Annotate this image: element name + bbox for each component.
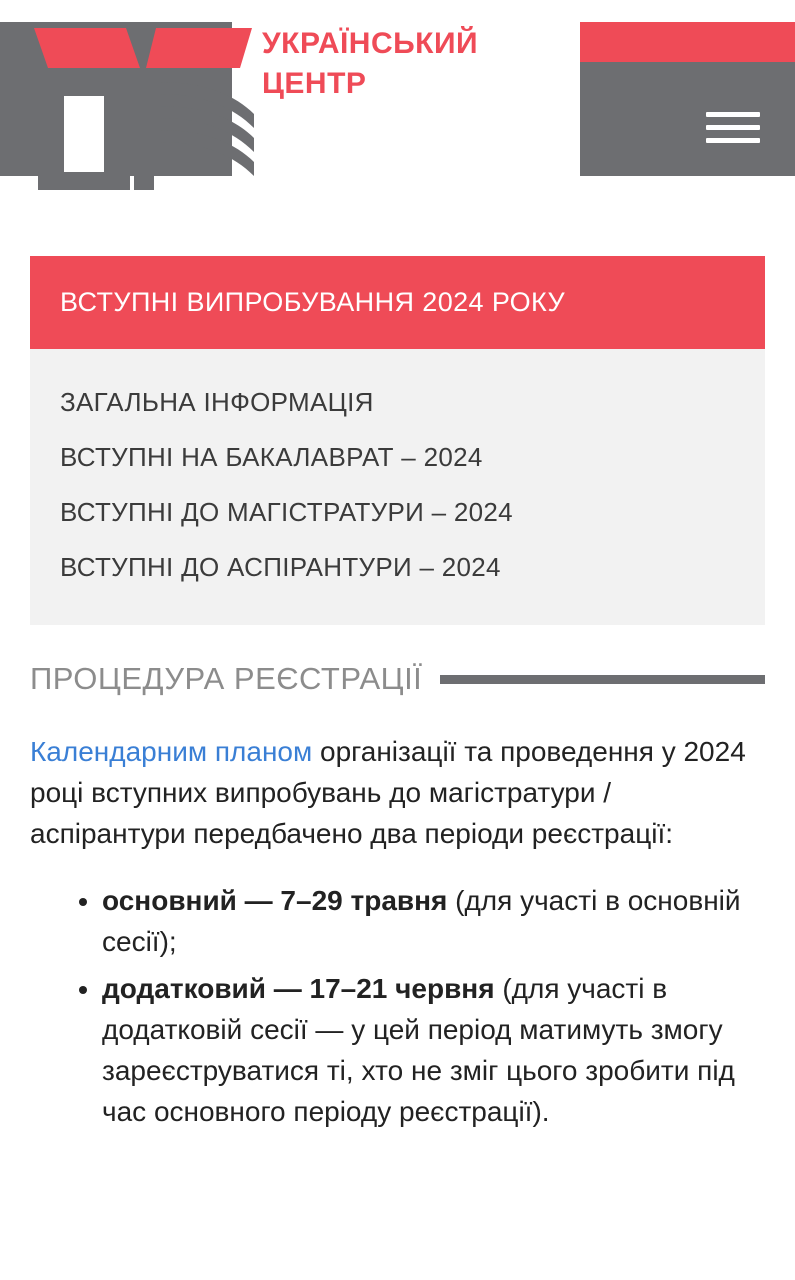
brand-name xyxy=(262,24,582,184)
header-red-band-right xyxy=(580,22,795,62)
site-header xyxy=(0,0,795,196)
nav-item-general-info[interactable]: ЗАГАЛЬНА ІНФОРМАЦІЯ xyxy=(60,387,374,417)
intro-paragraph xyxy=(30,731,765,854)
section-heading-label: ПРОЦЕДУРА РЕЄСТРАЦІЇ xyxy=(30,661,423,696)
section-heading xyxy=(30,661,765,697)
period-main-note: (для участі в основній сесії); xyxy=(102,885,741,957)
brand-line-4: ЯКОСТІ ОСВІТИ xyxy=(262,147,503,180)
nav-card-title[interactable]: ВСТУПНІ ВИПРОБУВАННЯ 2024 РОКУ xyxy=(30,256,765,349)
brand-line-1: УКРАЇНСЬКИЙ xyxy=(262,27,479,60)
nav-item-postgraduate[interactable]: ВСТУПНІ ДО АСПІРАНТУРИ – 2024 xyxy=(60,552,501,582)
brand-line-3: ОЦІНЮВАННЯ xyxy=(262,107,480,140)
ukraine-education-center-logo[interactable] xyxy=(30,22,260,192)
hamburger-menu-icon[interactable] xyxy=(706,112,760,150)
hamburger-bar-1 xyxy=(706,112,760,117)
period-additional-note: (для участі в додатковій сесії — у цей період матимуть змогу зареєструватися ті, хто не зміг цього зробити під час основного періоду реєстрації). xyxy=(102,973,735,1127)
period-main-label: основний — 7–29 травня xyxy=(102,885,448,916)
calendar-plan-link[interactable]: Календарним планом xyxy=(30,736,313,767)
registration-periods-list xyxy=(30,880,765,1132)
period-additional-label: додатковий — 17–21 червня xyxy=(102,973,495,1004)
list-item xyxy=(102,880,765,962)
hamburger-bar-2 xyxy=(706,125,760,130)
intro-paragraph-rest: організації та проведення у 2024 році вступних випробувань до магістратури / аспірантури передбачено два періоди реєстрації: xyxy=(30,736,746,849)
nav-item-masters[interactable]: ВСТУПНІ ДО МАГІСТРАТУРИ – 2024 xyxy=(60,497,513,527)
entrance-exams-nav-card xyxy=(30,256,765,625)
list-item xyxy=(102,968,765,1132)
nav-item-bachelor[interactable]: ВСТУПНІ НА БАКАЛАВРАТ – 2024 xyxy=(60,442,483,472)
nav-card-list xyxy=(30,349,765,625)
registration-procedure-content xyxy=(30,731,765,1132)
brand-line-2: ЦЕНТР xyxy=(262,67,367,100)
hamburger-bar-3 xyxy=(706,138,760,143)
section-heading-rule xyxy=(440,675,765,684)
